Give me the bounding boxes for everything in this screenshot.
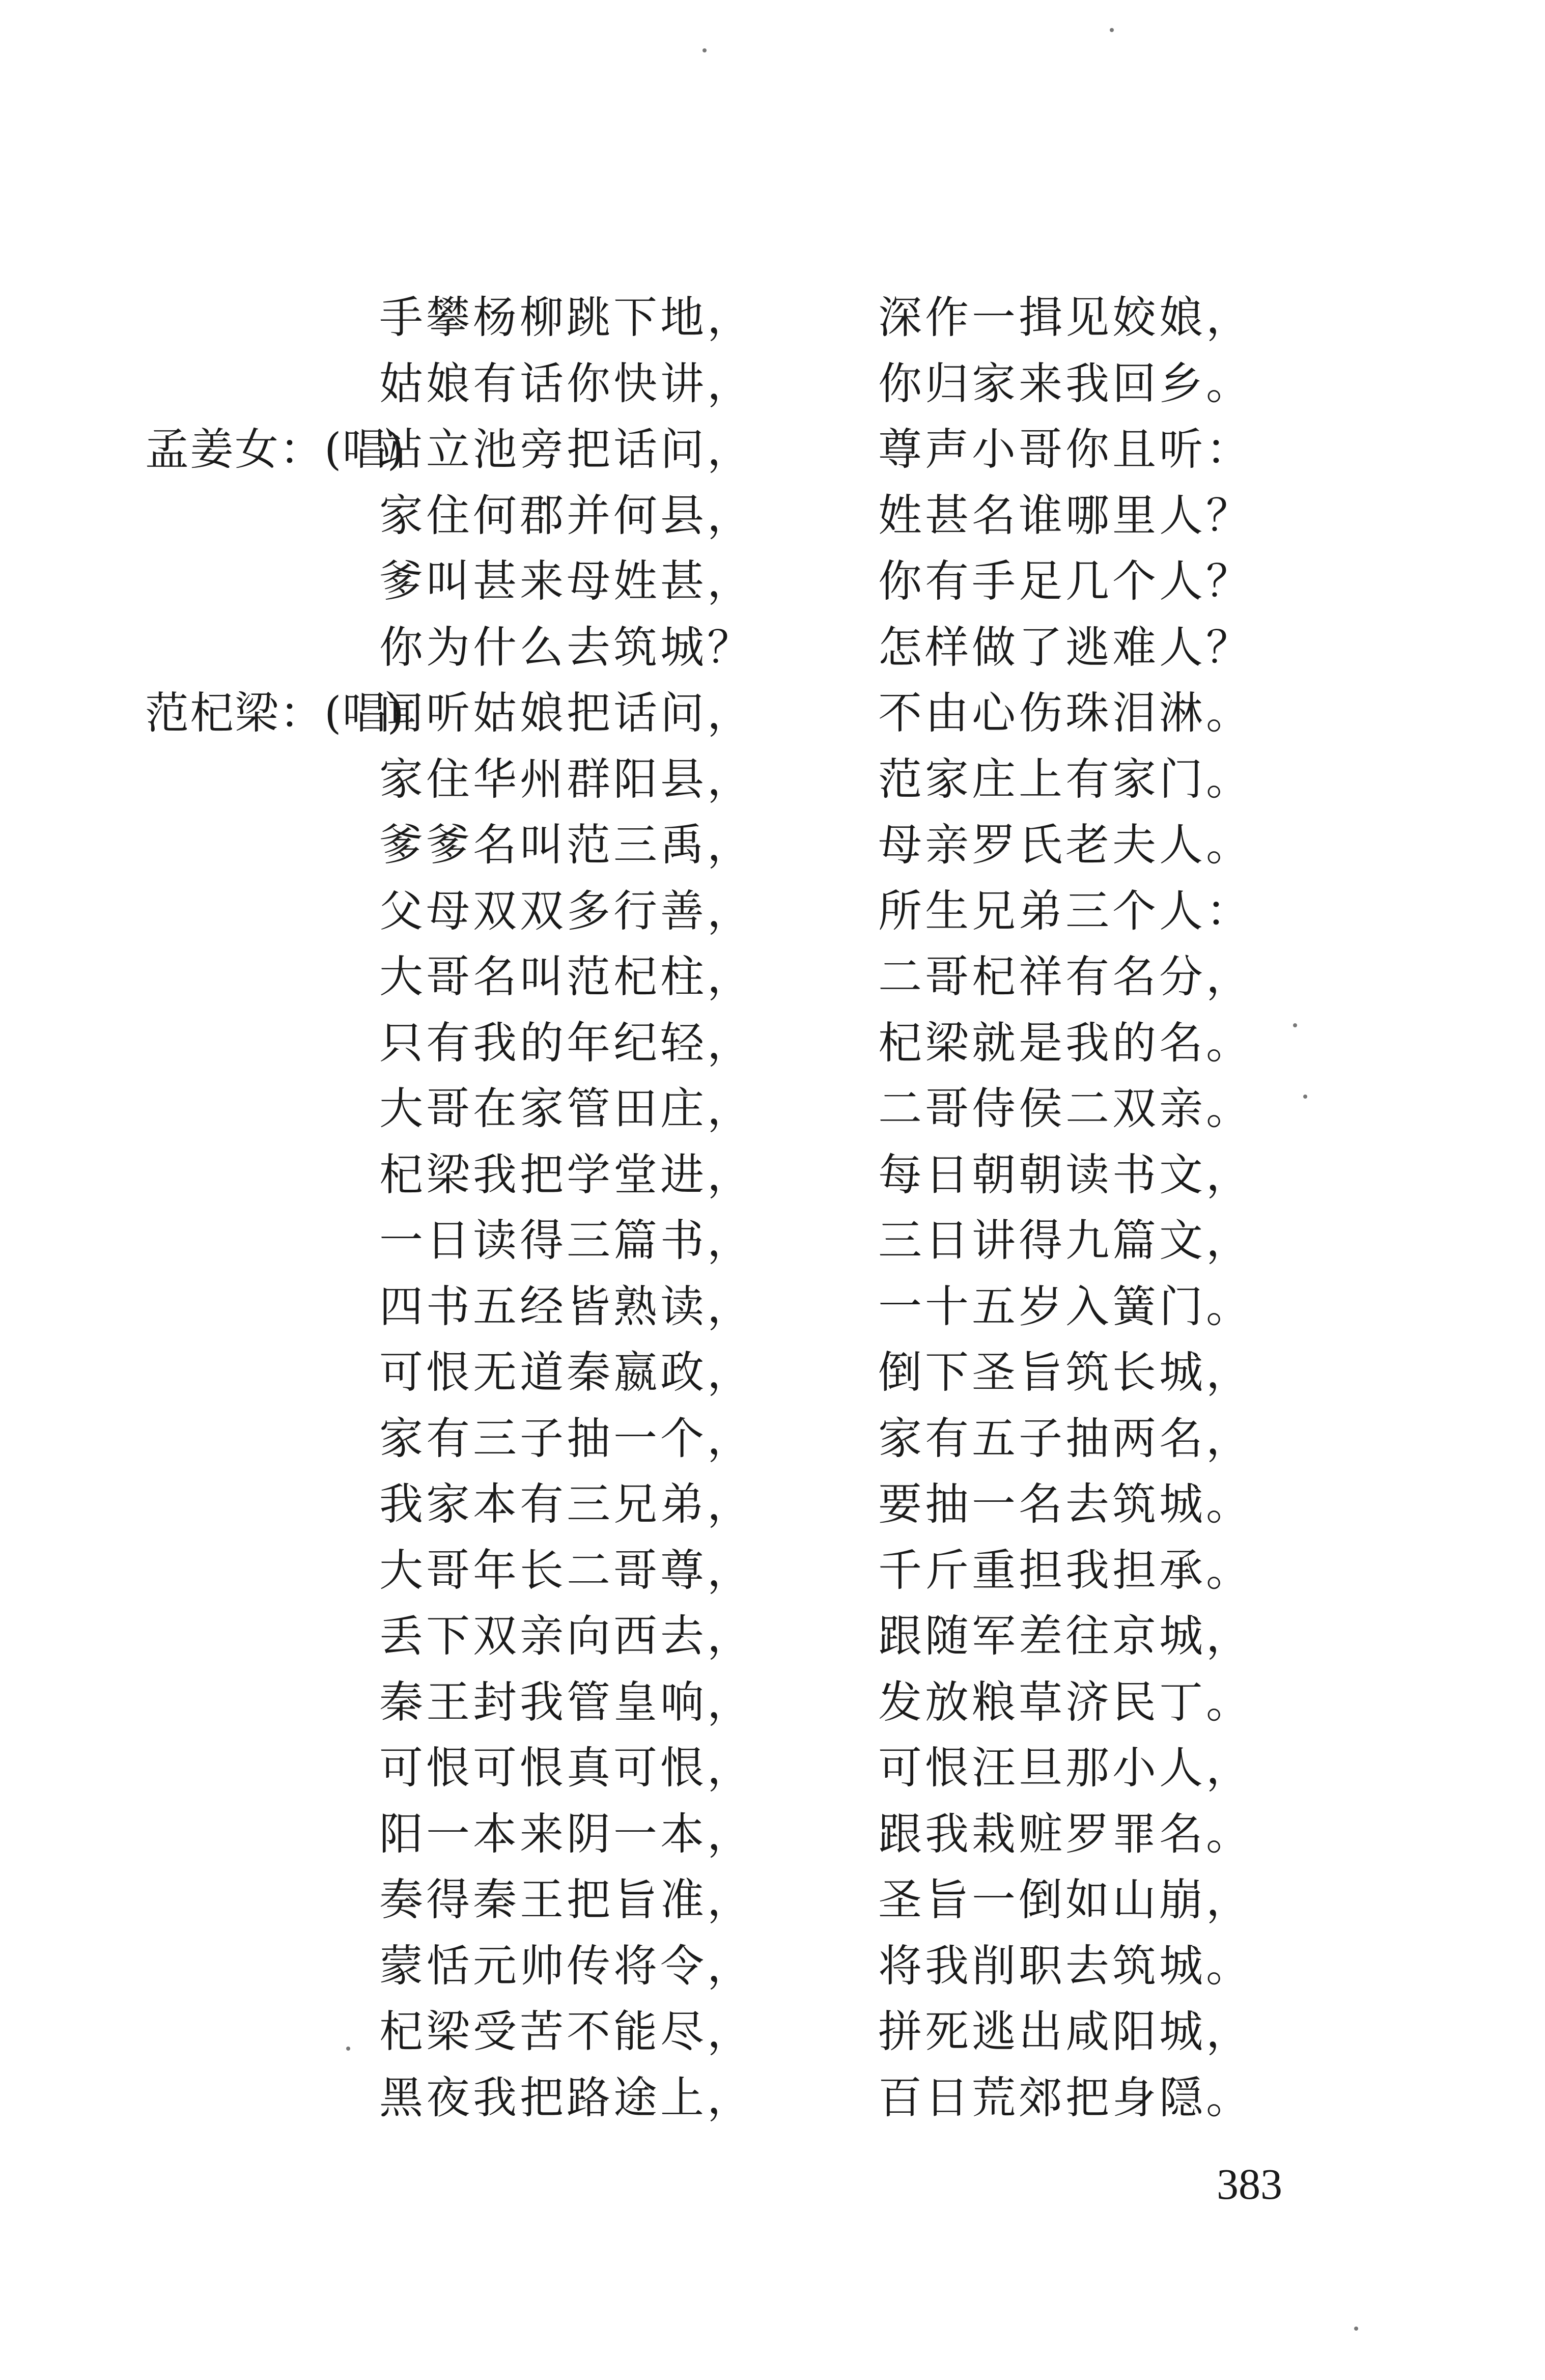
- verse-second-half: 二哥侍侯二双亲。: [878, 1083, 1253, 1134]
- verse-row: [0, 2065, 1545, 2132]
- speaker-label: 孟姜女：(唱): [145, 424, 406, 475]
- verse-second-half: 深作一揖见姣娘，: [878, 292, 1253, 343]
- verse-row: [0, 285, 1545, 351]
- verse-second-half: 要抽一名去筑城。: [878, 1479, 1253, 1530]
- verse-row: [0, 1867, 1545, 1934]
- verse-second-half: 你归家来我回乡。: [878, 358, 1253, 409]
- verse-first-half: 我家本有三兄弟，: [379, 1479, 754, 1530]
- scan-speck: [1354, 2327, 1358, 2331]
- verse-row: [0, 483, 1545, 549]
- verse-row: [0, 1142, 1545, 1209]
- verse-first-half: 站立池旁把话问，: [379, 424, 754, 475]
- verse-first-half: 可恨可恨真可恨，: [379, 1743, 754, 1794]
- verse-row: [0, 944, 1545, 1011]
- verse-first-half: 姑娘有话你快讲，: [379, 358, 754, 409]
- verse-second-half: 千斤重担我担承。: [878, 1545, 1253, 1596]
- verse-first-half: 父母双双多行善，: [379, 885, 754, 937]
- verse-row: [0, 747, 1545, 813]
- verse-row: [0, 1406, 1545, 1472]
- verse-first-half: 手攀杨柳跳下地，: [379, 292, 754, 343]
- verse-first-half: 丢下双亲向西去，: [379, 1611, 754, 1662]
- verse-row: [0, 1340, 1545, 1406]
- verse-row: [0, 1999, 1545, 2065]
- verse-row: [0, 1274, 1545, 1340]
- verse-second-half: 母亲罗氏老夫人。: [878, 820, 1253, 871]
- verse-second-half: 每日朝朝读书文，: [878, 1149, 1253, 1200]
- verse-row: [0, 549, 1545, 615]
- verse-first-half: 家有三子抽一个，: [379, 1413, 754, 1464]
- scan-speck: [1303, 1095, 1307, 1099]
- verse-row: [0, 813, 1545, 879]
- verse-first-half: 爹叫甚来母姓甚，: [379, 556, 754, 607]
- scan-speck: [703, 48, 707, 52]
- verse-row: [0, 681, 1545, 747]
- verse-second-half: 范家庄上有家门。: [878, 753, 1253, 805]
- verse-row: [0, 1208, 1545, 1274]
- verse-first-half: 秦王封我管皇响，: [379, 1676, 754, 1728]
- verse-second-half: 不由心伤珠泪淋。: [878, 688, 1253, 739]
- verse-second-half: 可恨汪旦那小人，: [878, 1743, 1253, 1794]
- verse-second-half: 将我削职去筑城。: [878, 1940, 1253, 1992]
- verse-first-half: 黑夜我把路途上，: [379, 2072, 754, 2123]
- verse-block: [0, 285, 1545, 2131]
- verse-second-half: 跟我栽赃罗罪名。: [878, 1808, 1253, 1860]
- scan-speck: [1110, 28, 1114, 32]
- verse-first-half: 杞梁受苦不能尽，: [379, 2006, 754, 2057]
- verse-first-half: 你为什么去筑城？: [379, 622, 754, 673]
- verse-second-half: 一十五岁入簧门。: [878, 1281, 1253, 1332]
- verse-first-half: 爹爹名叫范三禹，: [379, 820, 754, 871]
- verse-first-half: 家住何郡并何县，: [379, 490, 754, 541]
- verse-row: [0, 1802, 1545, 1868]
- verse-first-half: 家住华州群阳县，: [379, 753, 754, 805]
- verse-row: [0, 1011, 1545, 1077]
- verse-second-half: 所生兄弟三个人：: [878, 885, 1253, 937]
- verse-row: [0, 1538, 1545, 1604]
- verse-first-half: 杞梁我把学堂进，: [379, 1149, 754, 1200]
- speaker-label: 范杞梁：(唱): [145, 688, 406, 739]
- verse-first-half: 闻听姑娘把话问，: [379, 688, 754, 739]
- verse-second-half: 怎样做了逃难人？: [878, 622, 1253, 673]
- verse-row: [0, 879, 1545, 945]
- verse-first-half: 一日读得三篇书，: [379, 1215, 754, 1266]
- verse-second-half: 二哥杞祥有名分，: [878, 951, 1253, 1002]
- verse-second-half: 圣旨一倒如山崩，: [878, 1874, 1253, 1925]
- verse-second-half: 拼死逃出咸阳城，: [878, 2006, 1253, 2057]
- verse-first-half: 可恨无道秦嬴政，: [379, 1347, 754, 1398]
- page-number: 383: [1217, 2160, 1282, 2208]
- verse-second-half: 倒下圣旨筑长城，: [878, 1347, 1253, 1398]
- verse-second-half: 发放粮草济民丁。: [878, 1676, 1253, 1728]
- verse-first-half: 大哥名叫范杞柱，: [379, 951, 754, 1002]
- verse-first-half: 大哥年长二哥尊，: [379, 1545, 754, 1596]
- verse-row: [0, 417, 1545, 483]
- verse-second-half: 你有手足几个人？: [878, 556, 1253, 607]
- verse-row: [0, 1670, 1545, 1736]
- verse-first-half: 奏得秦王把旨准，: [379, 1874, 754, 1925]
- verse-second-half: 杞梁就是我的名。: [878, 1017, 1253, 1069]
- verse-first-half: 蒙恬元帅传将令，: [379, 1940, 754, 1992]
- verse-row: [0, 1076, 1545, 1142]
- verse-first-half: 阳一本来阴一本，: [379, 1808, 754, 1860]
- verse-second-half: 三日讲得九篇文，: [878, 1215, 1253, 1266]
- verse-row: [0, 1735, 1545, 1802]
- verse-second-half: 姓甚名谁哪里人？: [878, 490, 1253, 541]
- verse-row: [0, 1472, 1545, 1538]
- verse-row: [0, 351, 1545, 417]
- scan-speck: [1293, 1023, 1297, 1027]
- verse-first-half: 大哥在家管田庄，: [379, 1083, 754, 1134]
- verse-row: [0, 1604, 1545, 1670]
- verse-second-half: 跟随军差往京城，: [878, 1611, 1253, 1662]
- verse-row: [0, 615, 1545, 681]
- scan-speck: [346, 2047, 350, 2051]
- verse-first-half: 只有我的年纪轻，: [379, 1017, 754, 1069]
- verse-row: [0, 1934, 1545, 2000]
- verse-second-half: 百日荒郊把身隠。: [878, 2072, 1253, 2123]
- verse-second-half: 尊声小哥你且听：: [878, 424, 1253, 475]
- verse-first-half: 四书五经皆熟读，: [379, 1281, 754, 1332]
- verse-second-half: 家有五子抽两名，: [878, 1413, 1253, 1464]
